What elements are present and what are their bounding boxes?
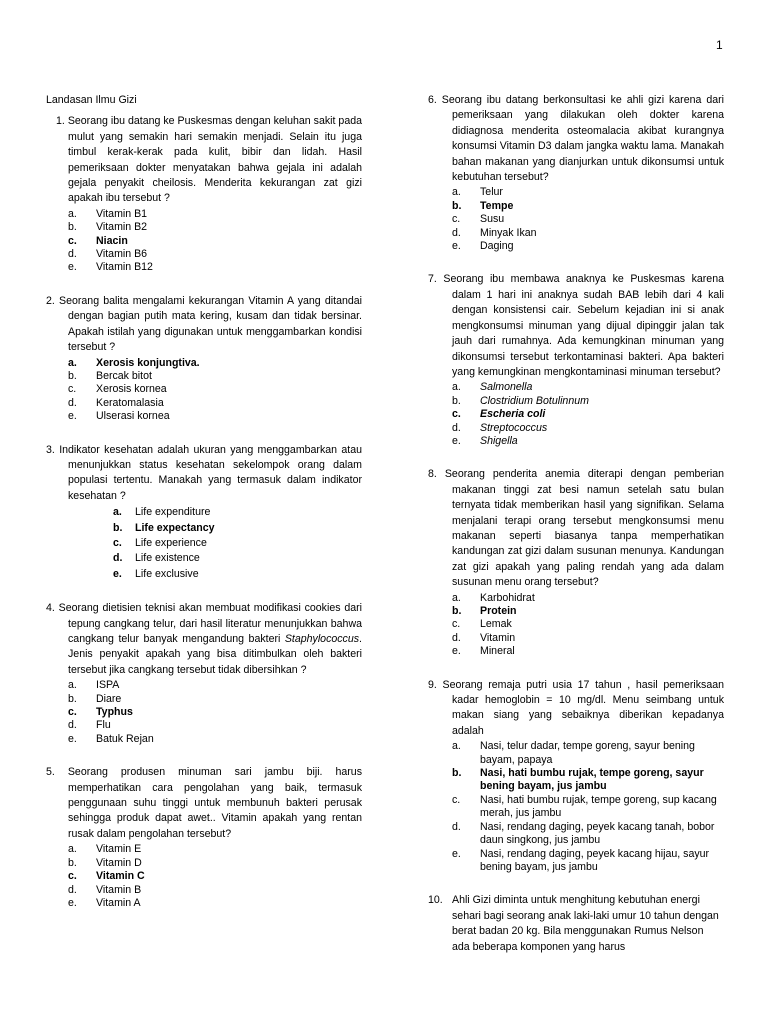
question-2 <box>46 294 362 424</box>
option-e: e. Ulserasi kornea <box>68 410 170 423</box>
question-1 <box>46 114 362 274</box>
section-title: Landasan Ilmu Gizi <box>46 94 137 106</box>
option-b-answer: b. Nasi, hati bumbu rujak, tempe goreng, sayur bening bayam, jus jambu <box>452 767 704 793</box>
option-a: a. Karbohidrat <box>452 591 535 604</box>
option-a: a. Life expenditure <box>113 506 211 519</box>
option-list <box>452 592 724 659</box>
question-number: 4. <box>46 602 55 615</box>
option-c: c. Life experience <box>113 536 207 549</box>
option-d: d. Nasi, rendang daging, peyek kacang tanah, bobor daun singkong, jus jambu <box>452 820 715 847</box>
option-a: a. Telur <box>452 186 503 199</box>
question-number: 10. <box>428 894 443 907</box>
question-number: 1. <box>56 115 65 128</box>
bacteria-name: Staphylococcus <box>284 633 360 645</box>
option-e: e. Shigella <box>452 434 518 447</box>
option-e: e. Daging <box>452 240 514 253</box>
option-d: d. Minyak Ikan <box>452 226 537 239</box>
question-number: 9. <box>428 678 437 691</box>
option-e: e. Life exclusive <box>113 567 199 580</box>
question-8 <box>428 467 724 658</box>
option-d: d. Keratomalasia <box>68 396 164 409</box>
option-c: c. Susu <box>452 213 505 226</box>
option-list <box>113 505 362 582</box>
option-b-answer: b. Life expectancy <box>113 521 215 534</box>
option-a: a. Salmonella <box>452 381 533 394</box>
option-list <box>452 381 724 448</box>
option-d: d. Vitamin <box>452 631 516 644</box>
question-number: 7. <box>428 273 437 286</box>
question-number: 2. <box>46 294 55 307</box>
question-text: Ahli Gizi diminta untuk menghitung kebutuhan energi sehari bagi seorang anak laki-laki umur 10 tahun dengan berat badan 20 kg. Bila menggunakan Rumus Nelson ada beberapa komponen yang harus <box>452 894 719 953</box>
option-c: c. Xerosis kornea <box>68 383 167 396</box>
option-c-answer: c. Escheria coli <box>452 408 546 421</box>
option-a: a. Nasi, telur dadar, tempe goreng, sayur bening bayam, papaya <box>452 740 695 766</box>
question-text: Seorang ibu datang berkonsultasi ke ahli gizi karena dari pemeriksaan yang dilakukan oleh dokter karena didiagnosa menderita osteomalacia akibat kurangnya konsumsi Vitamin D3 dalam jangka waktu lama. Manakah bahan makanan yang dianjurkan untuk dikonsumsi untuk kebutuhan tersebut? <box>441 94 724 184</box>
left-column <box>46 93 362 929</box>
option-c-answer: c. Typhus <box>68 706 133 719</box>
option-list <box>68 357 362 424</box>
question-number: 6. <box>428 94 437 106</box>
option-d: d. Streptococcus <box>452 421 548 434</box>
option-c: c. Nasi, hati bumbu rujak, tempe goreng, sup kacang merah, jus jambu <box>452 793 717 820</box>
option-a: a. ISPA <box>68 679 120 692</box>
option-b: b. Clostridium Botulinnum <box>452 394 589 407</box>
option-b: b. Bercak bitot <box>68 369 152 382</box>
option-b: b. Vitamin D <box>68 856 142 869</box>
option-e: e. Batuk Rejan <box>68 732 154 745</box>
option-b-answer: b. Protein <box>452 605 517 617</box>
option-list <box>68 208 362 275</box>
option-a-answer: a. Xerosis konjungtiva. <box>68 356 200 369</box>
option-list <box>452 186 724 253</box>
question-number: 5. <box>46 766 55 779</box>
option-d: d. Vitamin B6 <box>68 248 148 261</box>
option-c: c. Lemak <box>452 618 512 631</box>
question-number: 8. <box>428 468 437 481</box>
option-c-answer: c. Vitamin C <box>68 870 145 883</box>
option-b: b. Vitamin B2 <box>68 221 148 234</box>
question-6 <box>428 93 724 253</box>
option-b-answer: b. Tempe <box>452 199 514 212</box>
option-e: e. Vitamin B12 <box>68 261 153 274</box>
question-4 <box>46 601 362 746</box>
question-text-cont: . Jenis penyakit apakah yang bisa ditimbulkan oleh bakteri tersebut jika cangkang tersebut tidak dibersihkan ? <box>68 633 362 676</box>
option-list <box>452 740 724 874</box>
option-d: d. Life existence <box>113 552 200 565</box>
question-number: 3. <box>46 443 55 456</box>
option-list <box>68 843 362 910</box>
option-d: d. Vitamin B <box>68 883 142 896</box>
question-text: Indikator kesehatan adalah ukuran yang menggambarkan atau menunjukkan status kesehatan sekelompok orang dalam populasi tertentu. Manakah yang termasuk dalam indikator kesehatan ? <box>59 443 362 502</box>
option-e: e. Nasi, rendang daging, peyek kacang hijau, sayur bening bayam, jus jambu <box>452 847 710 873</box>
option-a: a. Vitamin E <box>68 843 142 856</box>
question-text: Seorang produsen minuman sari jambu biji. harus memperhatikan cara pengolahan yang baik, termasuk penggunaan suhu tinggi untuk membunuh bakteri perusak sehingga produk dapat awet.. Vitamin apakah yang rentan rusak dalam pengolahan tersebut? <box>67 766 362 840</box>
question-text: Seorang penderita anemia diterapi dengan pemberian makanan tinggi zat besi namun setelah satu bulan ternyata tidak memberikan hasil yang signifikan. Selama menjalani terapi orang tersebut mengkonsumsi menu makanan seperti biasanya tanpa memperhatikan kandungan zat gizi dalam susunan menunya. Kandungan zat gizi apakah yang paling rendah yang ada dalam susunan menu orang tersebut? <box>444 468 725 589</box>
question-text: Seorang ibu membawa anaknya ke Puskesmas karena dalam 1 hari ini anaknya sudah BAB lebih dari 4 kali dengan konsistensi cair. Sebelum kejadian ini si anak mengkonsumsi minuman yang dijual dipinggir jalan tak jauh dari rumahnya. Ada kemungkinan minuman yang dikonsumsi tersebut terkontaminasi bakteri. Apa bakteri yang kemungkinan mengkontaminasi minuman tersebut? <box>443 273 724 378</box>
question-3 <box>46 443 362 583</box>
option-e: e. Vitamin A <box>68 896 141 909</box>
option-b: b. Diare <box>68 692 122 705</box>
question-10 <box>428 893 724 955</box>
question-text: Seorang ibu datang ke Puskesmas dengan keluhan sakit pada mulut yang semakin hari semakin menjadi. Selain itu juga timbul kerak-kerak pada kulit, bibir dan lidah. Hasil pemeriksaan dokter menyatakan bahwa gejala ini adalah gejala penyakit cheilosis. Menderita kekurangan zat gizi apakah ibu tersebut ? <box>67 115 362 205</box>
question-text: Seorang balita mengalami kekurangan Vitamin A yang ditandai dengan bagian putih mata kering, kusam dan tidak bersinar. Apakah istilah yang digunakan untuk menggambarkan kondisi tersebut ? <box>59 294 362 354</box>
option-e: e. Mineral <box>452 645 515 658</box>
question-9 <box>428 678 724 875</box>
page-number: 1 <box>716 38 723 52</box>
question-text: Seorang remaja putri usia 17 tahun , hasil pemeriksaan kadar hemoglobin = 10 mg/dl. Menu seimbang untuk makan siang yang sebaiknya diberikan kepadanya adalah <box>442 678 724 737</box>
option-c-answer: c. Niacin <box>68 234 128 247</box>
option-a: a. Vitamin B1 <box>68 207 148 220</box>
option-d: d. Flu <box>68 719 111 732</box>
question-7 <box>428 272 724 448</box>
right-column <box>428 93 724 974</box>
option-list <box>68 679 362 746</box>
question-5 <box>46 765 362 910</box>
question-text: Seorang dietisien teknisi akan membuat modifikasi cookies dari tepung cangkang telur, dari hasil literatur menunjukkan bahwa cangkang telur banyak mengandung bakteri <box>58 602 362 645</box>
